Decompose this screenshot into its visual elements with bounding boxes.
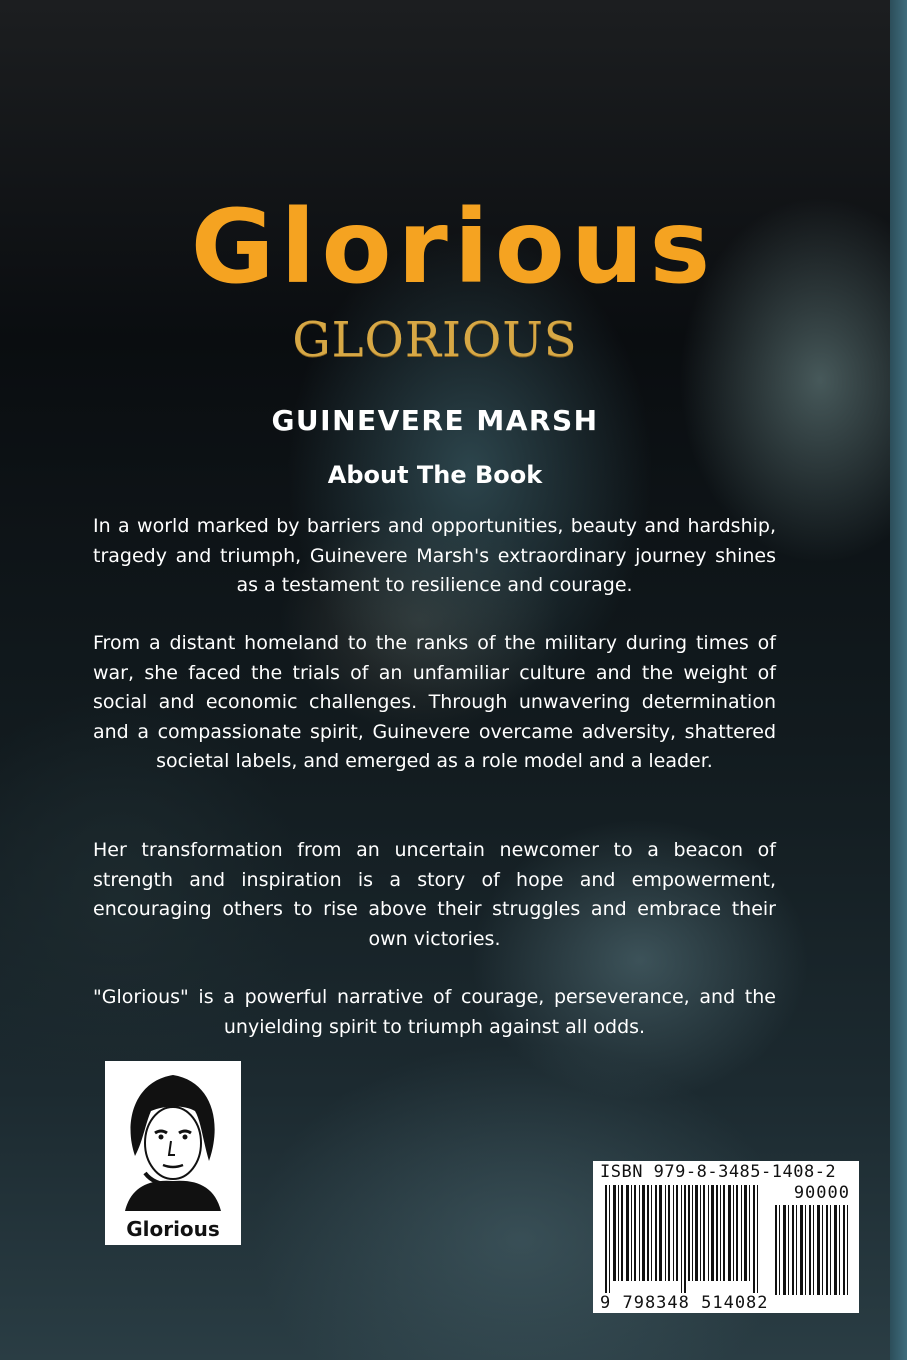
blurb-paragraph-4: "Glorious" is a powerful narrative of courage, perseverance, and the unyielding spirit to triumph against all odds.: [93, 986, 776, 1038]
portrait-logo-text: Glorious: [126, 1217, 220, 1241]
barcode-bars: [605, 1185, 765, 1293]
price-addon: 90000: [793, 1183, 850, 1203]
barcode-number: 9 798348 514082: [600, 1293, 769, 1313]
blurb-paragraph-3: Her transformation from an uncertain newcomer to a beacon of strength and inspiration is a story of hope and empowerment, encouraging others to rise above their struggles and embrace their own victories.: [93, 839, 776, 950]
isbn-barcode: [593, 1161, 859, 1313]
blurb-paragraph-2: From a distant homeland to the ranks of the military during times of war, she faced the trials of an unfamiliar culture and the weight of social and economic challenges. Through unwavering determination and a compassionate spirit, Guinevere overcame adversity, shattered societal labels, and emerged as a role model and a leader.: [93, 632, 776, 772]
blurb-paragraph-1: In a world marked by barriers and opportunities, beauty and hardship, tragedy and triumph, Guinevere Marsh's extraordinary journey shines as a testament to resilience and courage.: [93, 515, 776, 596]
author-name: GUINEVERE MARSH: [271, 404, 599, 437]
isbn-label: ISBN 979-8-3485-1408-2: [600, 1162, 837, 1182]
logo-wordmark: Glorious: [190, 188, 717, 307]
portrait-drawing: [105, 1061, 241, 1211]
addon-bars: [775, 1205, 855, 1295]
section-heading: About The Book: [327, 461, 543, 489]
book-title: GLORIOUS: [292, 312, 578, 368]
author-portrait: [105, 1061, 241, 1245]
